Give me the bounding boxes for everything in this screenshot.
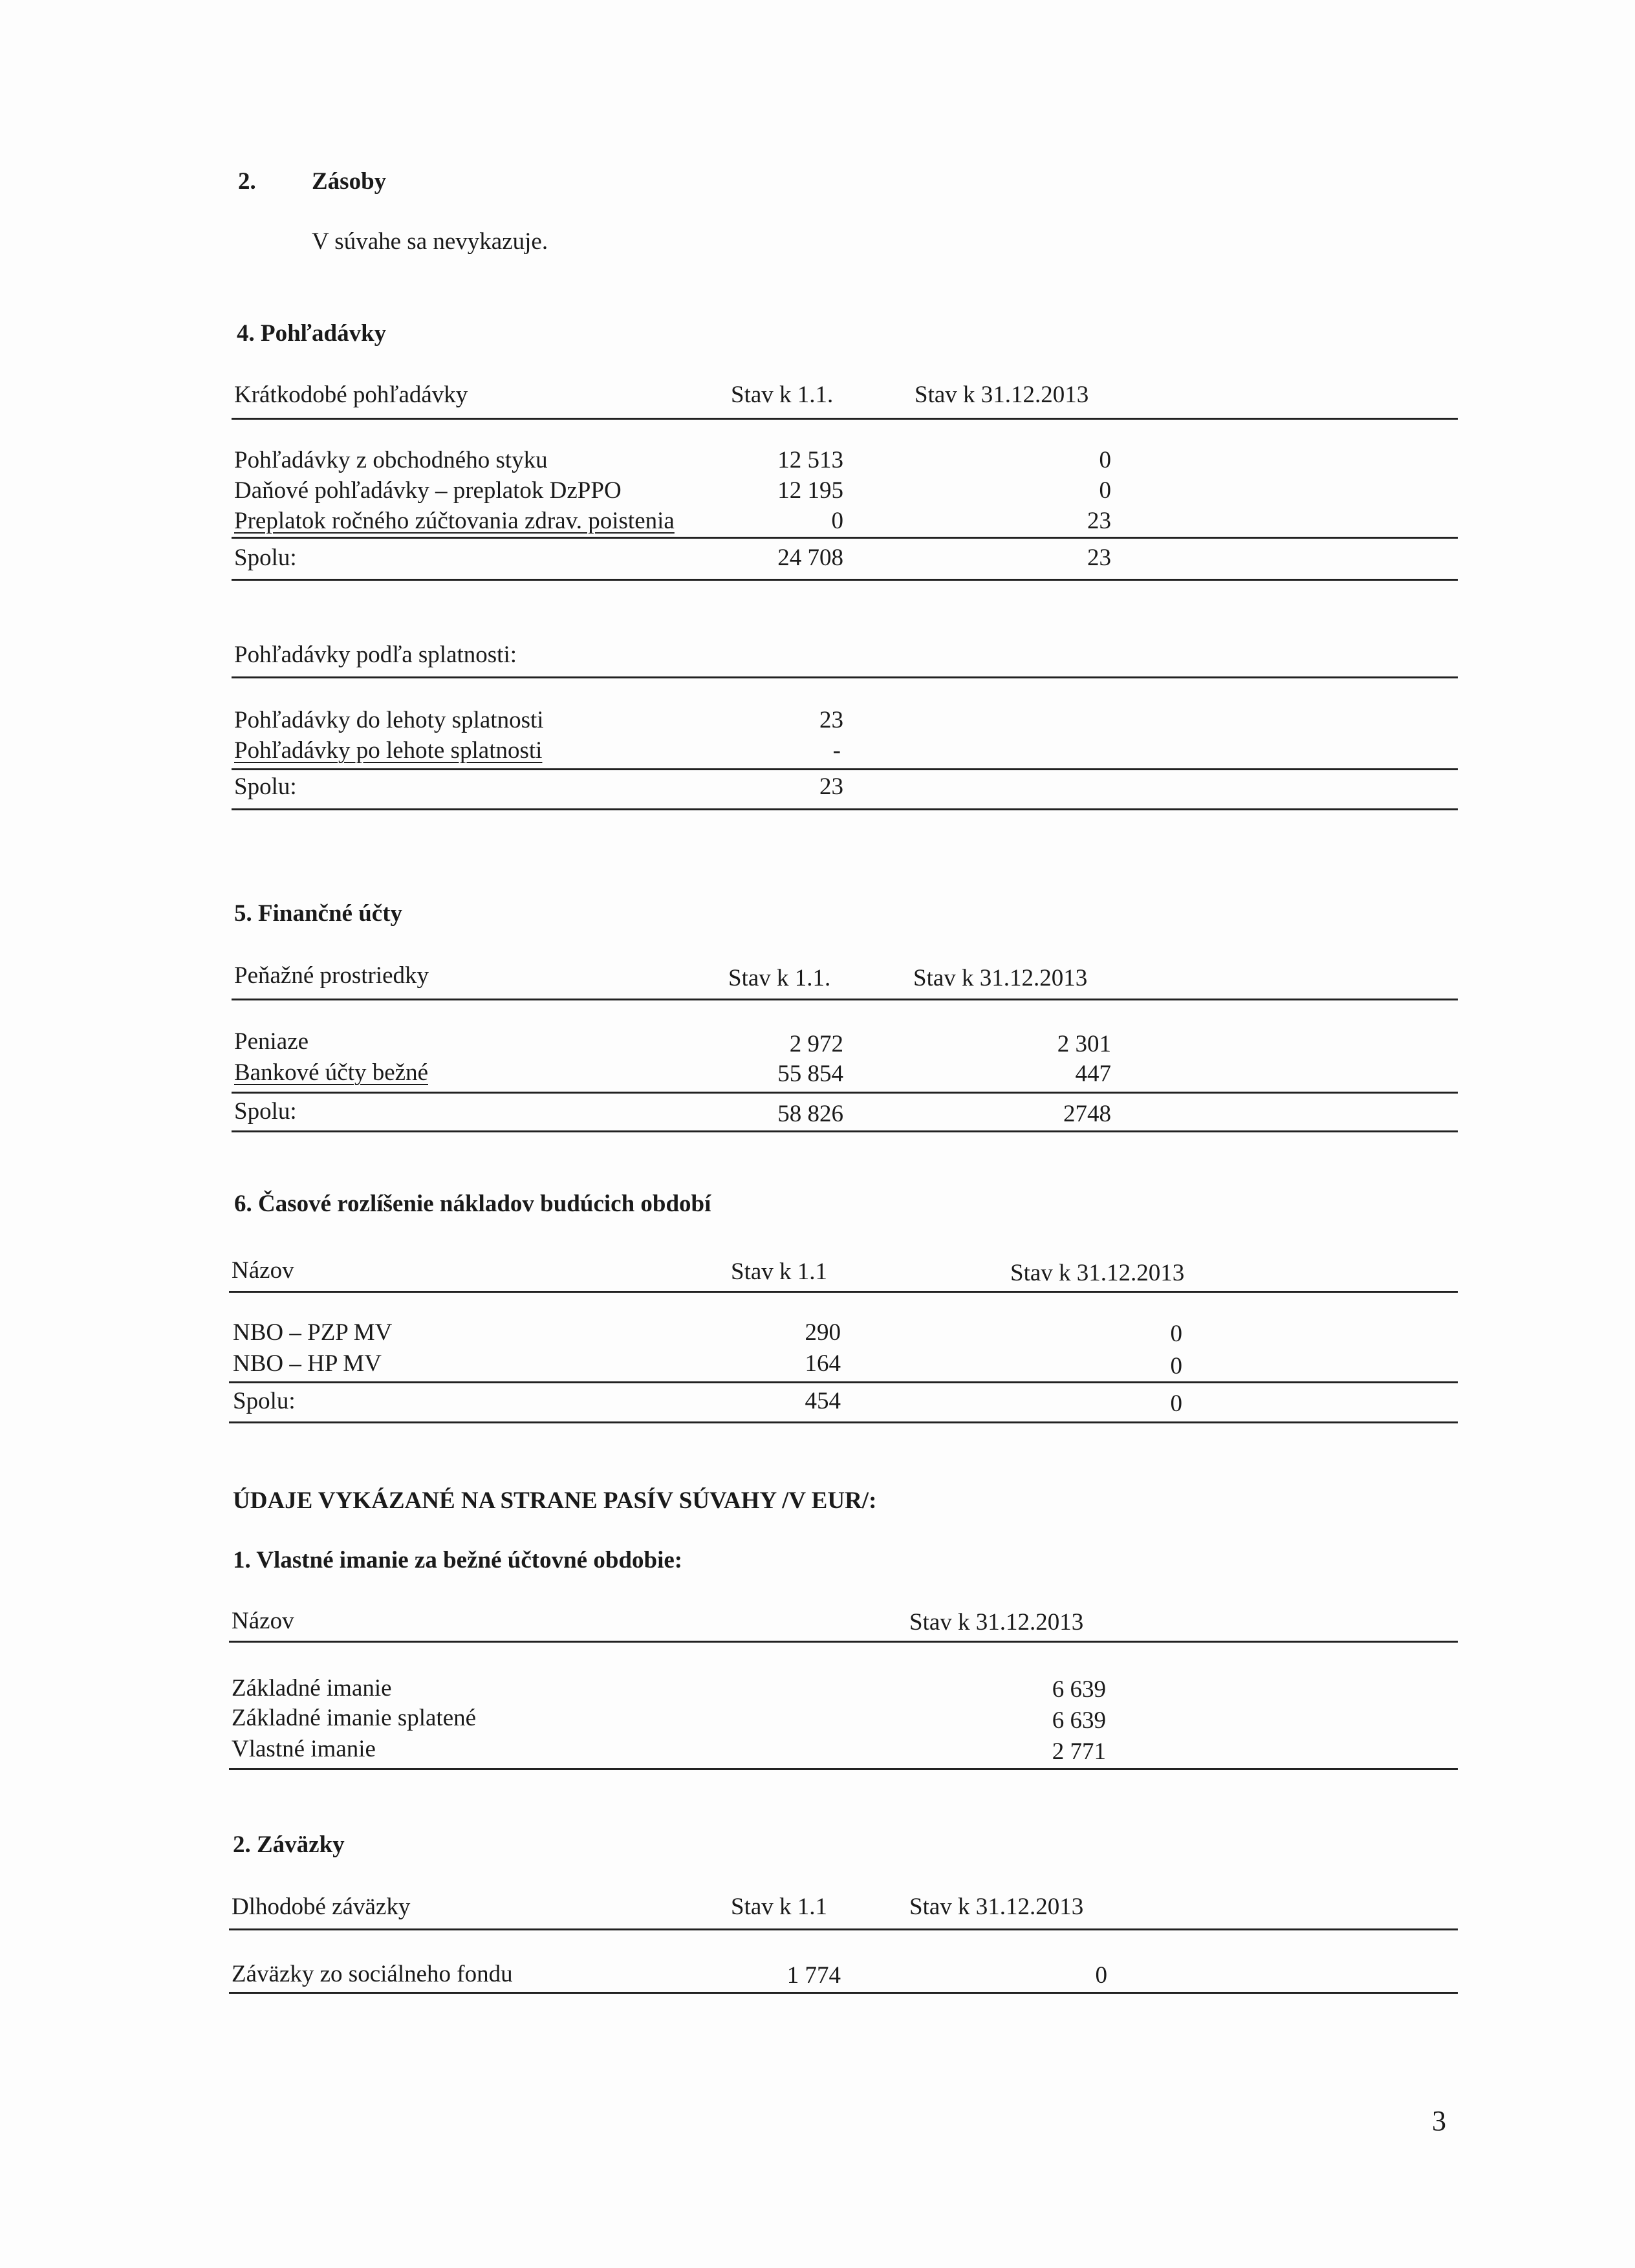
t5-row-value: 2 771	[1052, 1738, 1106, 1765]
t1-row-label: Pohľadávky z obchodného styku	[234, 447, 548, 473]
t4-total-rule-bottom	[229, 1421, 1458, 1423]
t1-row-label: Daňové pohľadávky – preplatok DzPPO	[234, 477, 622, 504]
t2-total-label: Spolu:	[234, 773, 297, 800]
zav-title: 2. Záväzky	[233, 1831, 345, 1858]
t3-header-rule	[232, 999, 1458, 1000]
t1-total-label: Spolu:	[234, 545, 297, 571]
t4-row-label: NBO – PZP MV	[233, 1319, 393, 1346]
t5-header-rule	[229, 1641, 1458, 1643]
t2-row-value: -	[832, 737, 841, 764]
t3-row-start: 2 972	[789, 1031, 843, 1057]
t5-row-value: 6 639	[1052, 1707, 1106, 1734]
t2-total-rule-top	[232, 768, 1458, 770]
t1-row-start: 12 195	[777, 477, 843, 504]
t2-total-value: 23	[819, 773, 843, 800]
t3-total-label: Spolu:	[234, 1098, 297, 1125]
t3-total-start: 58 826	[777, 1101, 843, 1127]
t4-total-label: Spolu:	[233, 1388, 296, 1414]
section-2-title: Zásoby	[312, 168, 387, 195]
t1-row-start: 12 513	[777, 447, 843, 473]
t5-row-label: Vlastné imanie	[232, 1736, 376, 1762]
t4-total-start: 454	[805, 1388, 841, 1414]
t3-row-end: 2 301	[1057, 1031, 1111, 1057]
t6-row-end: 0	[1095, 1962, 1107, 1989]
section-5-title: 5. Finančné účty	[234, 900, 403, 927]
t4-total-rule-top	[229, 1381, 1458, 1383]
t4-header-end: Stav k 31.12.2013	[1010, 1260, 1185, 1286]
t4-header-start: Stav k 1.1	[731, 1258, 828, 1285]
t1-total-rule-top	[232, 537, 1458, 539]
t4-row-end: 0	[1170, 1353, 1182, 1379]
page-number: 3	[1432, 2105, 1446, 2137]
t5-row-value: 6 639	[1052, 1676, 1106, 1703]
t3-row-start: 55 854	[777, 1061, 843, 1087]
t2-row-label: Pohľadávky do lehoty splatnosti	[234, 707, 544, 733]
section-6-title: 6. Časové rozlíšenie nákladov budúcich období	[234, 1191, 711, 1217]
t2-row-value: 23	[819, 707, 843, 733]
t3-header-end: Stav k 31.12.2013	[913, 965, 1088, 991]
t6-row-start: 1 774	[786, 1962, 841, 1989]
t3-row-end: 447	[1075, 1061, 1111, 1087]
t5-row-label: Základné imanie	[232, 1675, 392, 1701]
section-4-title: 4. Pohľadávky	[237, 320, 387, 347]
t1-row-end: 23	[1087, 508, 1111, 534]
t3-row-label: Bankové účty bežné	[234, 1059, 428, 1086]
t4-total-end: 0	[1170, 1390, 1182, 1417]
t2-total-rule-bottom	[232, 808, 1458, 810]
t1-header-end: Stav k 31.12.2013	[915, 382, 1089, 408]
t1-header-name: Krátkodobé pohľadávky	[234, 382, 468, 408]
t6-header-name: Dlhodobé záväzky	[232, 1894, 411, 1920]
t5-bottom-rule	[229, 1768, 1458, 1770]
t2-row-label: Pohľadávky po lehote splatnosti	[234, 737, 543, 764]
t6-header-rule	[229, 1928, 1458, 1930]
t3-row-label: Peniaze	[234, 1028, 309, 1055]
t5-header-name: Názov	[232, 1608, 294, 1634]
t1-header-start: Stav k 1.1.	[731, 382, 834, 408]
t4-header-name: Názov	[232, 1257, 294, 1284]
t1-total-rule-bottom	[232, 579, 1458, 581]
t4-header-rule	[229, 1291, 1458, 1293]
pasiva-heading: ÚDAJE VYKÁZANÉ NA STRANE PASÍV SÚVAHY /V EUR/:	[233, 1487, 877, 1514]
t6-row-label: Záväzky zo sociálneho fondu	[232, 1961, 513, 1987]
t4-row-start: 164	[805, 1350, 841, 1377]
t3-header-name: Peňažné prostriedky	[234, 962, 429, 989]
t4-row-label: NBO – HP MV	[233, 1350, 382, 1377]
t1-row-start: 0	[831, 508, 843, 534]
t1-header-rule	[232, 418, 1458, 420]
t1-total-end: 23	[1087, 545, 1111, 571]
t6-header-start: Stav k 1.1	[731, 1894, 828, 1920]
t2-header: Pohľadávky podľa splatnosti:	[234, 642, 517, 668]
t3-header-start: Stav k 1.1.	[728, 965, 831, 991]
vi-title: 1. Vlastné imanie za bežné účtovné obdobie:	[233, 1547, 683, 1573]
t1-row-label: Preplatok ročného zúčtovania zdrav. poistenia	[234, 508, 675, 534]
t1-row-end: 0	[1099, 477, 1111, 504]
t6-header-end: Stav k 31.12.2013	[909, 1894, 1084, 1920]
t5-header-end: Stav k 31.12.2013	[909, 1609, 1084, 1636]
t3-total-end: 2748	[1063, 1101, 1111, 1127]
section-2-note: V súvahe sa nevykazuje.	[312, 228, 548, 255]
t4-row-end: 0	[1170, 1321, 1182, 1347]
section-2-number: 2.	[238, 168, 256, 195]
t1-row-end: 0	[1099, 447, 1111, 473]
t6-bottom-rule	[229, 1992, 1458, 1994]
t4-row-start: 290	[805, 1319, 841, 1346]
t5-row-label: Základné imanie splatené	[232, 1705, 477, 1731]
t1-total-start: 24 708	[777, 545, 843, 571]
t3-total-rule-bottom	[232, 1130, 1458, 1132]
t2-header-rule	[232, 676, 1458, 678]
t3-total-rule-top	[232, 1092, 1458, 1094]
